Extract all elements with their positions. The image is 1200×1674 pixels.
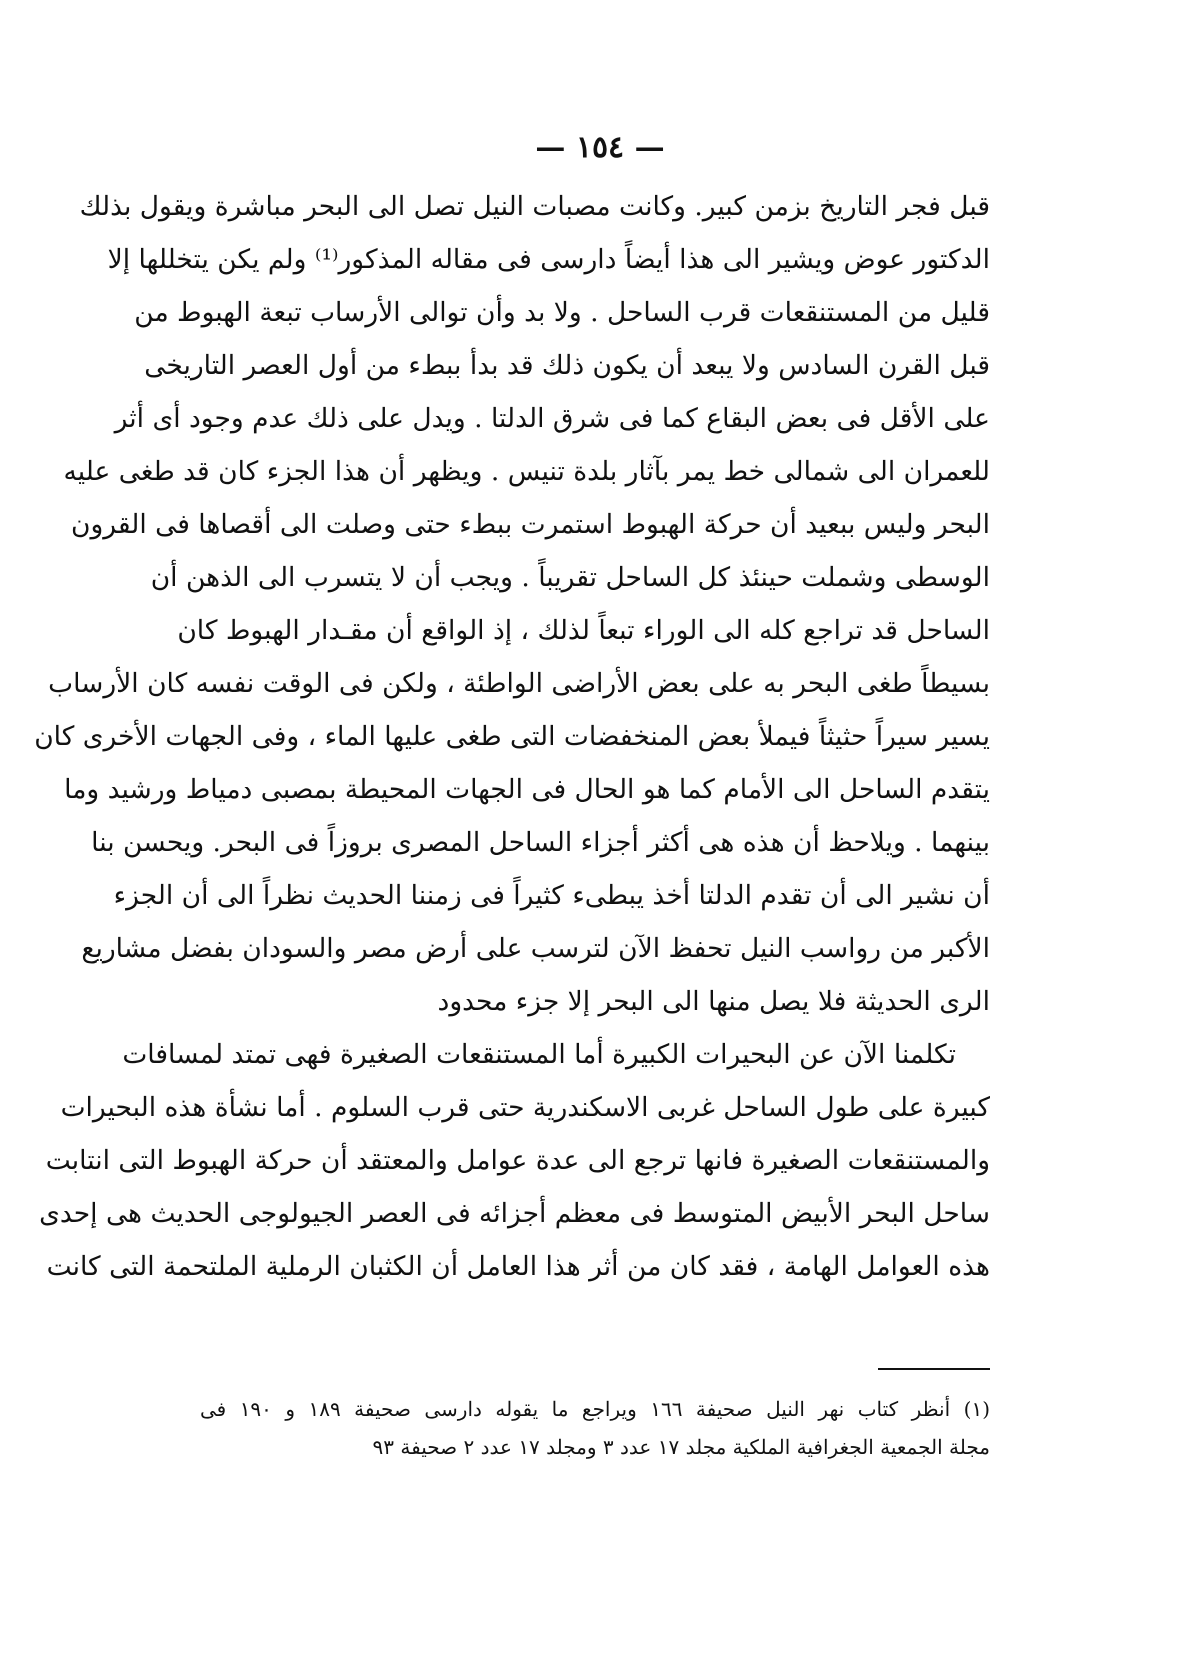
text-line: الساحل قد تراجع كله الى الوراء تبعاً لذلك ، إذ الواقع أن مقـدار الهبوط كان <box>177 615 990 646</box>
text-line: أن نشير الى أن تقدم الدلتا أخذ يبطىء كثيراً فى زمننا الحديث نظراً الى أن الجزء <box>113 880 990 911</box>
text-line: الأكبر من رواسب النيل تحفظ الآن لترسب على أرض مصر والسودان بفضل مشاريع <box>81 933 990 964</box>
text-line: الدكتور عوض ويشير الى هذا أيضاً دارسى فى مقاله المذكور⁽¹⁾ ولم يكن يتخللها إلا <box>107 244 990 275</box>
text-line: ساحل البحر الأبيض المتوسط فى معظم أجزائه فى العصر الجيولوجى الحديث هى إحدى <box>39 1198 990 1229</box>
text-line: بينهما . ويلاحظ أن هذه هى أكثر أجزاء الساحل المصرى بروزاً فى البحر. ويحسن بنا <box>91 827 990 858</box>
text-line: الوسطى وشملت حينئذ كل الساحل تقريباً . ويجب أن لا يتسرب الى الذهن أن <box>150 562 990 593</box>
text-line: للعمران الى شمالى خط يمر بآثار بلدة تنيس . ويظهر أن هذا الجزء كان قد طغى عليه <box>63 456 990 487</box>
footnotes <box>200 1390 990 1466</box>
footnote-line: (١) أنظر كتاب نهر النيل صحيفة ١٦٦ ويراجع ما يقوله دارسى صحيفة ١٨٩ و ١٩٠ فى <box>200 1397 990 1421</box>
text-line: هذه العوامل الهامة ، فقد كان من أثر هذا العامل أن الكثبان الرملية الملتحمة التى كانت <box>46 1251 990 1282</box>
text-line: قليل من المستنقعات قرب الساحل . ولا بد وأن توالى الأرساب تبعة الهبوط من <box>134 297 990 328</box>
text-line: على الأقل فى بعض البقاع كما فى شرق الدلتا . ويدل على ذلك عدم وجود أى أثر <box>114 403 990 434</box>
footnote-divider <box>878 1368 990 1370</box>
text-line: قبل القرن السادس ولا يبعد أن يكون ذلك قد بدأ ببطء من أول العصر التاريخى <box>144 350 990 381</box>
text-line: يسير سيراً حثيثاً فيملأ بعض المنخفضات التى طغى عليها الماء ، وفى الجهات الأخرى كان <box>34 721 990 752</box>
text-line: والمستنقعات الصغيرة فانها ترجع الى عدة عوامل والمعتقد أن حركة الهبوط التى انتابت <box>45 1145 990 1176</box>
paragraph-end-line: الرى الحديثة فلا يصل منها الى البحر إلا جزء محدود <box>437 986 990 1017</box>
text-line: قبل فجر التاريخ بزمن كبير. وكانت مصبات النيل تصل الى البحر مباشرة ويقول بذلك <box>79 191 990 222</box>
text-line: البحر وليس ببعيد أن حركة الهبوط استمرت ببطء حتى وصلت الى أقصاها فى القرون <box>70 509 990 540</box>
text-line: يتقدم الساحل الى الأمام كما هو الحال فى الجهات المحيطة بمصبى دمياط ورشيد وما <box>64 774 990 805</box>
body-text <box>34 180 990 1293</box>
text-line: بسيطاً طغى البحر به على بعض الأراضى الواطئة ، ولكن فى الوقت نفسه كان الأرساب <box>48 668 990 699</box>
paragraph-start-line: تكلمنا الآن عن البحيرات الكبيرة أما المستنقعات الصغيرة فهى تمتد لمسافات <box>122 1039 956 1070</box>
text-line: كبيرة على طول الساحل غربى الاسكندرية حتى قرب السلوم . أما نشأة هذه البحيرات <box>60 1092 990 1123</box>
footnote-line: مجلة الجمعية الجغرافية الملكية مجلد ١٧ عدد ٣ ومجلد ١٧ عدد ٢ صحيفة ٩٣ <box>372 1435 990 1459</box>
page-number: — ١٥٤ — <box>535 130 665 165</box>
